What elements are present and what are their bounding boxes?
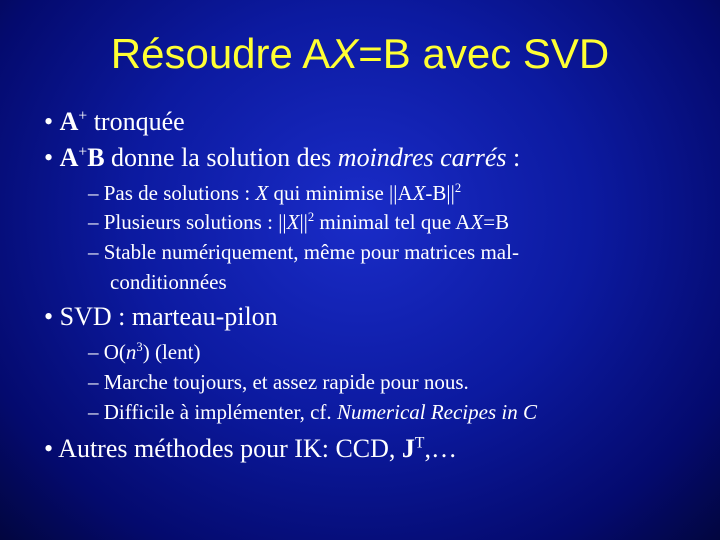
transpose-sup: T — [414, 434, 425, 452]
bullet-text: Autres méthodes pour IK: CCD, — [58, 434, 402, 463]
bullet-mark: • — [44, 434, 59, 463]
sub-bullet-hard-to-implement — [88, 400, 537, 425]
title-matrix-a: A — [302, 30, 331, 77]
bullet-a-plus-truncated — [44, 107, 185, 137]
sub-bullet-many-solutions — [88, 210, 509, 235]
title-text-2: =B avec SVD — [358, 30, 610, 77]
sub-bullet-complexity — [88, 340, 200, 365]
bullet-text: SVD : marteau-pilon — [59, 302, 278, 331]
bullet-text: tronquée — [87, 107, 185, 136]
squared-sup: 2 — [454, 181, 462, 195]
cubed-sup: 3 — [136, 340, 143, 354]
vector-x: X — [412, 181, 426, 205]
bullet-svd-sledgehammer — [44, 302, 278, 332]
sub-text: O( — [103, 340, 126, 364]
dash-mark: – — [88, 400, 104, 424]
sub-text: conditionnées — [110, 270, 227, 294]
sub-text: || — [299, 210, 308, 234]
bullet-text-end: ,… — [424, 434, 457, 463]
sub-text: minimal tel que A — [314, 210, 471, 234]
sub-text: -B|| — [425, 181, 455, 205]
bullet-mark: • — [44, 143, 60, 172]
bullet-text-end: : — [506, 143, 521, 172]
book-title: Numerical Recipes in C — [336, 400, 537, 424]
sub-text: Difficile à implémenter, cf. — [103, 400, 337, 424]
sub-bullet-stable — [88, 240, 519, 265]
bullet-least-squares — [44, 143, 520, 173]
sub-text: qui minimise ||A — [268, 181, 413, 205]
title-text-1: Résoudre — [110, 30, 303, 77]
sub-text: Pas de solutions : — [103, 181, 256, 205]
sub-text: ) (lent) — [142, 340, 201, 364]
variable-n: n — [125, 340, 137, 364]
dash-mark: – — [88, 370, 104, 394]
matrix-a: A — [59, 143, 79, 172]
sub-text: Plusieurs solutions : || — [103, 210, 287, 234]
matrix-a: A — [59, 107, 79, 136]
dash-mark: – — [88, 240, 104, 264]
vector-x: X — [470, 210, 484, 234]
bullet-mark: • — [44, 107, 60, 136]
bullet-text-italic: moindres carrés — [337, 143, 507, 172]
sub-bullet-stable-continued — [110, 270, 227, 295]
dash-mark: – — [88, 210, 104, 234]
title-vector-x: X — [330, 30, 359, 77]
slide-title — [0, 30, 720, 78]
dash-mark: – — [88, 181, 104, 205]
bullet-text: donne la solution des — [104, 143, 338, 172]
bullet-other-methods — [44, 434, 457, 464]
bullet-mark: • — [44, 302, 60, 331]
sub-bullet-always-works — [88, 370, 469, 395]
sub-text: Stable numériquement, même pour matrices mal- — [103, 240, 519, 264]
pseudo-inverse-sup: + — [78, 143, 88, 161]
sub-text: Marche toujours, et assez rapide pour nous. — [103, 370, 469, 394]
vector-x: X — [255, 181, 269, 205]
pseudo-inverse-sup: + — [78, 107, 88, 125]
vector-x: X — [286, 210, 300, 234]
dash-mark: – — [88, 340, 104, 364]
squared-sup: 2 — [307, 210, 315, 224]
matrix-j: J — [401, 434, 415, 463]
sub-bullet-no-solution — [88, 181, 461, 206]
sub-text: =B — [483, 210, 510, 234]
matrix-b: B — [87, 143, 105, 172]
